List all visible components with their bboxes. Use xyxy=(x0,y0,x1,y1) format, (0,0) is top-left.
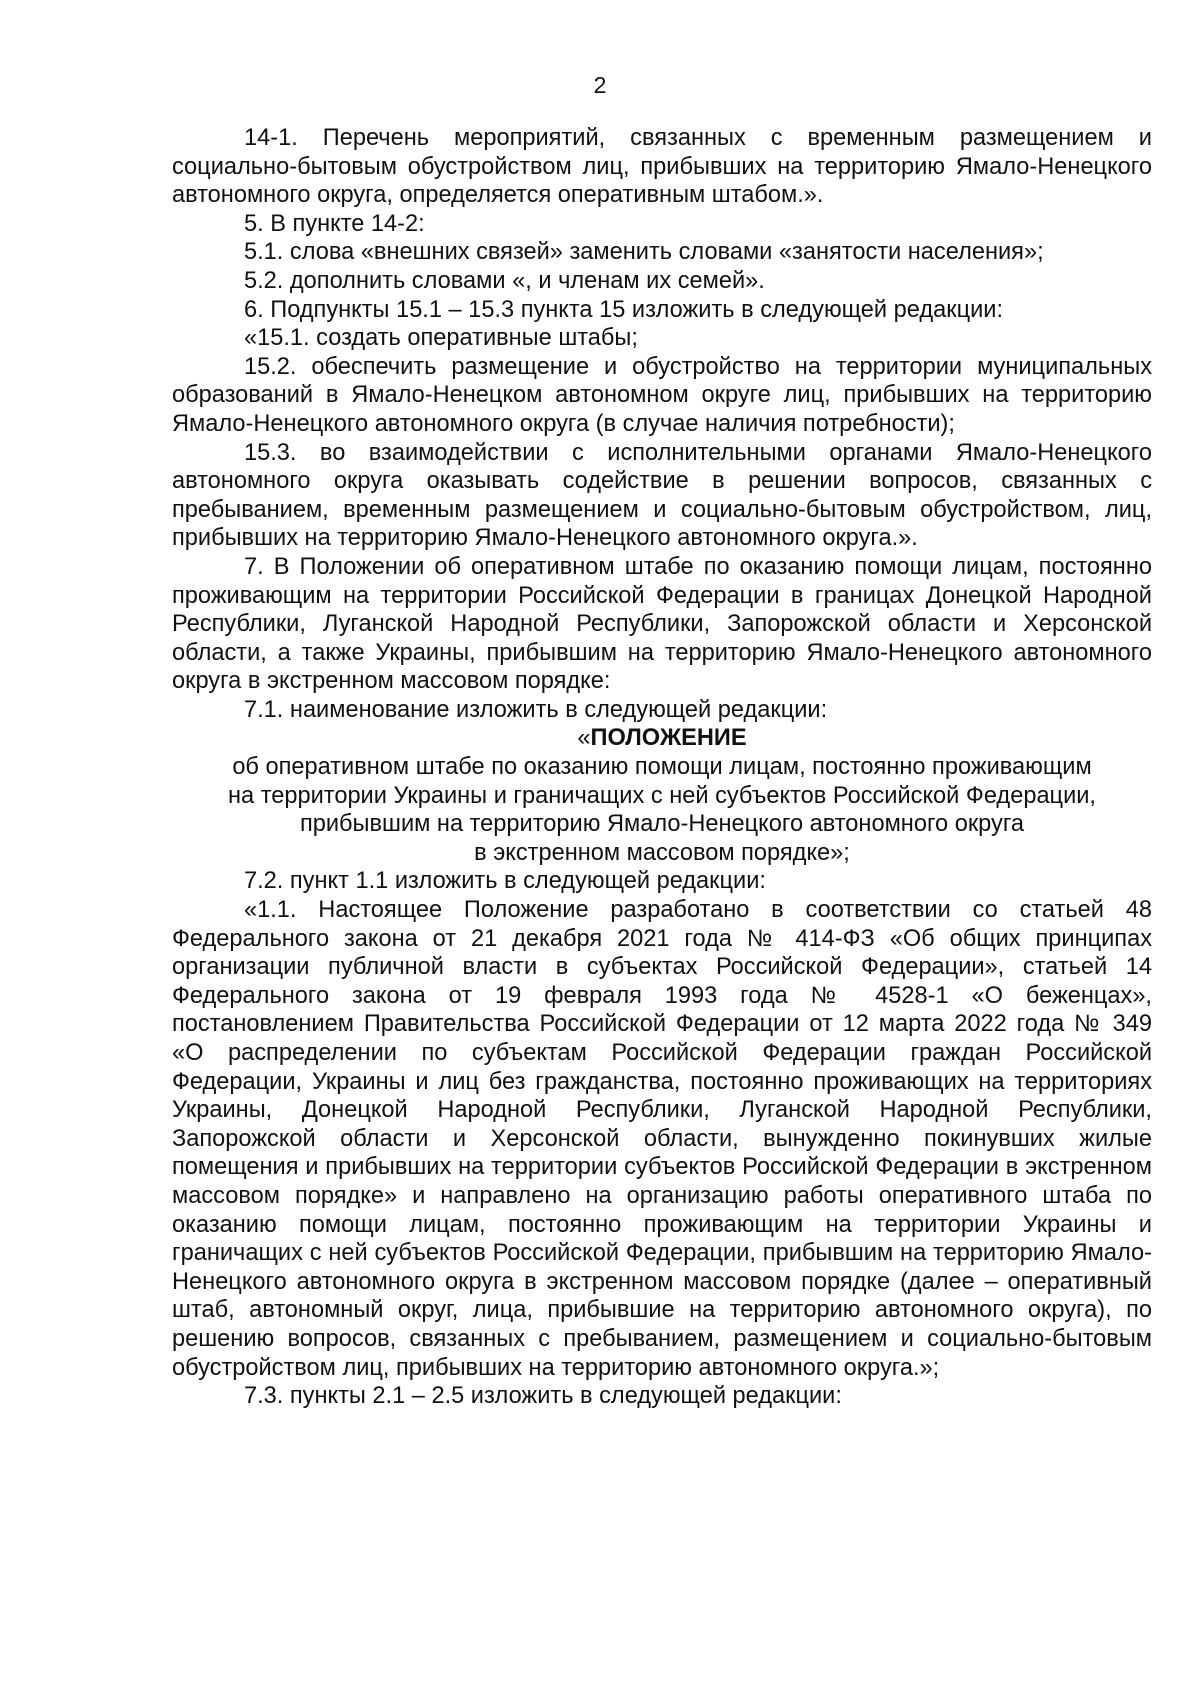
paragraph-14-1: 14-1. Перечень мероприятий, связанных с временным размещением и социально-бытовым обустройством лиц, прибывших на территорию Ямало-Ненецкого автономного округа, определяется оперативным штабом.». xyxy=(172,125,1152,209)
title-line-3: прибывшим на территорию Ямало-Ненецкого автономного округа xyxy=(299,811,1025,838)
paragraph-7: 7. В Положении об оперативном штабе по оказанию помощи лицам, постоянно проживающим на территории Российской Федерации в границах Донецкой Народной Республики, Луганской Народной Республики, Запорожской области и Херсонской области, а также Украины, прибывшим на территорию Ямало-Ненецкого автономного округа в экстренном массовом порядке: xyxy=(172,553,1152,695)
title-line-4: в экстренном массовом порядке»; xyxy=(474,839,850,866)
paragraph-7-1: 7.1. наименование изложить в следующей редакции: xyxy=(244,696,828,723)
page-number: 2 xyxy=(593,72,607,98)
paragraph-15-1: «15.1. создать оперативные штабы; xyxy=(244,325,638,352)
title-line-2: на территории Украины и граничащих с ней субъектов Российской Федерации, xyxy=(227,782,1096,809)
title-heading-text: ПОЛОЖЕНИЕ xyxy=(590,725,747,752)
paragraph-6: 6. Подпункты 15.1 – 15.3 пункта 15 изложить в следующей редакции: xyxy=(244,296,1004,323)
paragraph-15-3: 15.3. во взаимодействии с исполнительными органами Ямало-Ненецкого автономного округа оказывать содействие в решении вопросов, связанных с пребыванием, временным размещением и социально-бытовым обустройством, лиц, прибывших на территорию Ямало-Ненецкого автономного округа.». xyxy=(172,439,1152,552)
document-body xyxy=(172,124,1152,1411)
paragraph-15-2: 15.2. обеспечить размещение и обустройство на территории муниципальных образований в Ямало-Ненецком автономном округе лиц, прибывших на территорию Ямало-Ненецкого автономного округа (в случае наличия потребности); xyxy=(172,353,1152,437)
paragraph-5: 5. В пункте 14-2: xyxy=(244,210,425,237)
paragraph-7-3: 7.3. пункты 2.1 – 2.5 изложить в следующей редакции: xyxy=(244,1383,842,1410)
title-line-1: об оперативном штабе по оказанию помощи лицам, постоянно проживающим xyxy=(232,754,1092,781)
paragraph-5-1: 5.1. слова «внешних связей» заменить словами «занятости населения»; xyxy=(244,239,1044,266)
title-heading xyxy=(172,724,1152,753)
paragraph-7-2: 7.2. пункт 1.1 изложить в следующей редакции: xyxy=(244,868,766,895)
paragraph-1-1: «1.1. Настоящее Положение разработано в соответствии со статьей 48 Федерального закона от 21 декабря 2021 года № 414-ФЗ «Об общих принципах организации публичной власти в субъектах Российской Федерации», статьей 14 Федерального закона от 19 февраля 1993 года № 4528-1 «О беженцах», постановлением Правительства Российской Федерации от 12 марта 2022 года № 349 «О распределении по субъектам Российской Федерации граждан Российской Федерации, Украины и лиц без гражданства, постоянно проживающих на территориях Украины, Донецкой Народной Республики, Луганской Народной Республики, Запорожской области и Херсонской области, вынужденно покинувших жилые помещения и прибывших на территории субъектов Российской Федерации в экстренном массовом порядке» и направлено на организацию работы оперативного штаба по оказанию помощи лицам, постоянно проживающим на территории Украины и граничащих с ней субъектов Российской Федерации, прибывшим на территорию Ямало-Ненецкого автономного округа в экстренном массовом порядке (далее – оперативный штаб, автономный округ, лица, прибывшие на территорию автономного округа), по решению вопросов, связанных с пребыванием, размещением и социально-бытовым обустройством лиц, прибывших на территорию автономного округа.»; xyxy=(172,897,1152,1381)
paragraph-5-2: 5.2. дополнить словами «, и членам их семей». xyxy=(244,267,765,294)
title-open-quote: « xyxy=(577,725,591,752)
